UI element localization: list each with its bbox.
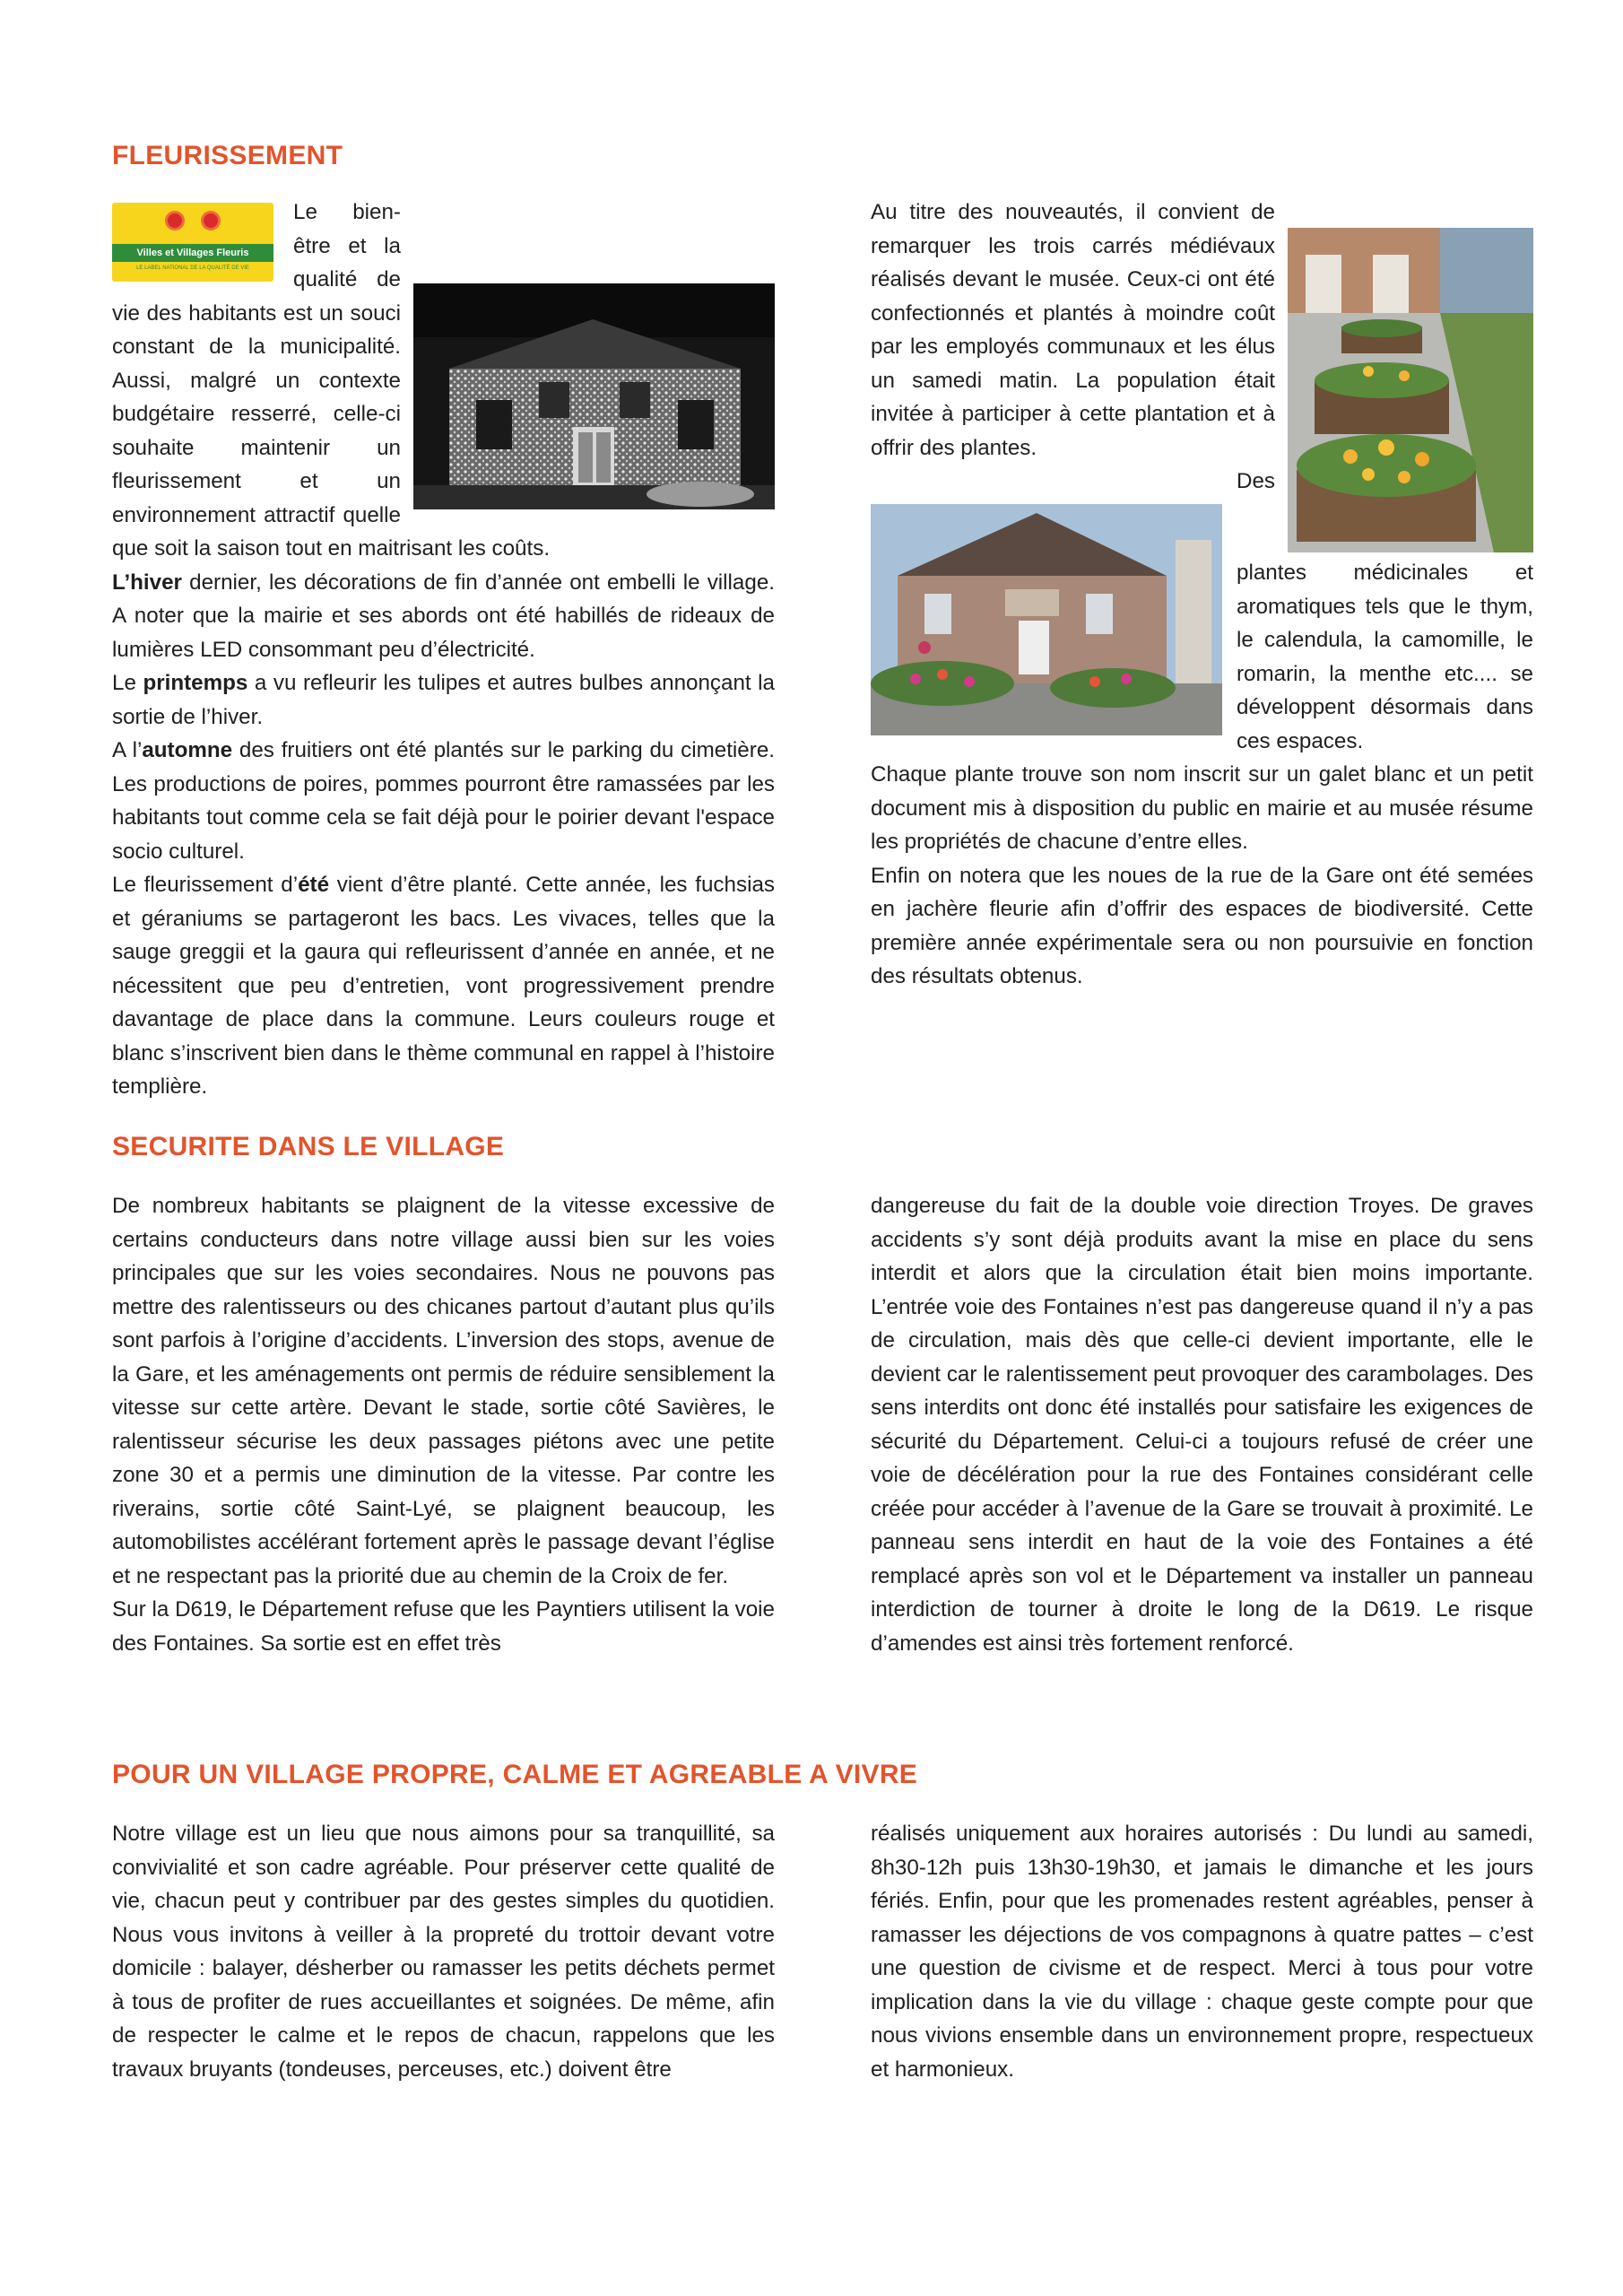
flower-icon: [204, 213, 218, 228]
paragraph: De nombreux habitants se plaignent de la vitesse excessive de certains conducteurs dans notre village aussi bien sur les voies principales que sur les voies secondaires. Nous ne pouvons pas mettre des ralentisseurs ou des chicanes partout d’autant plus qu’ils sont parfois à l’origine d’accidents. L’inversion des stops, avenue de la Gare, et les aménagements ont permis de réduire sensiblement la vitesse sur cette artère. Devant le stade, sortie côté Savières, le ralentisseur sécurise les deux passages piétons avec une petite zone 30 et a permis une diminution de la vitesse. Par contre les riverains, sortie côté Saint-Lyé, se plaignent beaucoup, les automobilistes accélérant fortement après le passage devant l’église et ne respectant pas la priorité due au chemin de la Croix de fer.: [112, 1194, 775, 1588]
mairie-day-photo: [871, 504, 1222, 735]
garden-beds-image: [1288, 228, 1533, 552]
securite-left-column: [112, 1189, 775, 1660]
paragraph: Le fleurissement d’été vient d’être planté. Cette année, les fuchsias et géraniums se partageront les bacs. Les vivaces, telles que la sauge greggii et la gaura qui refleurissent d’année en année, et ne nécessitent que peu d’entretien, vont progressivement prendre davantage de place dans la commune. Leurs couleurs rouge et blanc s’inscrivent bien dans le thème communal en rappel à l’histoire templière.: [112, 873, 775, 1099]
fleurissement-left-column: [112, 196, 775, 1104]
villes-villages-fleuris-logo: [112, 203, 273, 282]
securite-right-column: [871, 1189, 1533, 1660]
section-title-village-propre: POUR UN VILLAGE PROPRE, CALME ET AGREABLE A VIVRE: [112, 1760, 918, 1789]
logo-label: Villes et Villages Fleuris: [112, 244, 273, 262]
season-label: été: [298, 873, 330, 897]
medieval-garden-photo: [1288, 228, 1533, 552]
paragraph: Au titre des nouveautés, il convient de remarquer les trois carrés médiévaux réalisés devant le musée. Ceux-ci ont été confectionnés et plantés à moindre coût par les employés communaux et les élus un samedi matin. La population était invitée à participer à cette plantation et à offrir des plantes.: [871, 196, 1533, 465]
season-label: printemps: [143, 671, 248, 695]
paragraph: Notre village est un lieu que nous aimons pour sa tranquillité, sa convivialité et son cadre agréable. Pour préserver cette qualité de vie, chacun peut y contribuer par des gestes simples du quotidien. Nous vous invitons à veiller à la propreté du trottoir devant votre domicile : balayer, désherber ou ramasser les petits déchets permet à tous de profiter de rues accueillantes et soignées. De même, afin de respecter le calme et le repos de chacun, rappelons que les travaux bruyants (tondeuses, perceuses, etc.) doivent être: [112, 1822, 775, 2082]
section-title-securite: SECURITE DANS LE VILLAGE: [112, 1132, 505, 1161]
paragraph: dangereuse du fait de la double voie direction Troyes. De graves accidents s’y sont déjà produits avant la mise en place du sens interdit et alors que la circulation était bien moins importante. L’entrée voie des Fontaines n’est pas dangereuse quand il n’y a pas de circulation, mais dès que celle-ci devient importante, elle le devient car le ralentissement peut provoquer des carambolages. Des sens interdits ont donc été installés pour satisfaire les exigences de sécurité du Département. Celui-ci a toujours refusé de créer une voie de décélération pour la rue des Fontaines considérant celle créée pour accéder à l’avenue de la Gare se trouvait à proximité. Le panneau sens interdit en haut de la voie des Fontaines a été remplacé après son vol et le Département va installer un panneau interdiction de tourner à droite le long de la D619. Le risque d’amendes est ainsi très fortement renforcé.: [871, 1194, 1533, 1656]
paragraph: réalisés uniquement aux horaires autorisés : Du lundi au samedi, 8h30-12h puis 13h30-19h30, et jamais le dimanche et les jours fériés. Enfin, pour que les promenades restent agréables, penser à ramasser les déjections de vos compagnons à quatre pattes – c’est une question de civisme et de respect. Merci à tous pour votre implication dans la vie du village : chaque geste compte pour que nous vivions ensemble dans un environnement propre, respectueux et harmonieux.: [871, 1822, 1533, 2082]
propre-left-column: [112, 1817, 775, 2086]
mairie-night-image: [413, 283, 775, 509]
mairie-night-photo: [413, 283, 775, 509]
mairie-flowers-image: [871, 504, 1222, 735]
paragraph: Enfin on notera que les noues de la rue de la Gare ont été semées en jachère fleurie afin d’offrir des espaces de biodiversité. Cette première année expérimentale sera ou non poursuivie en fonction des résultats obtenus.: [871, 863, 1533, 988]
paragraph: Le bien-être et la qualité de vie des habitants est un souci constant de la municipalité. Aussi, malgré un contexte budgétaire resserré, celle-ci souhaite maintenir un fleurissement et un environnement attractif quelle que soit la saison tout en maitrisant les coûts.: [112, 196, 775, 566]
propre-right-column: [871, 1817, 1533, 2086]
logo-sublabel: LE LABEL NATIONAL DE LA QUALITÉ DE VIE: [136, 265, 249, 271]
paragraph: Sur la D619, le Département refuse que les Payntiers utilisent la voie des Fontaines. Sa sortie est en effet très: [112, 1597, 775, 1656]
paragraph: Des plantes médicinales et aromatiques tels que le thym, le calendula, la camomille, le romarin, la menthe etc.... se développent désormais dans ces espaces.: [871, 465, 1533, 758]
paragraph: Le printemps a vu refleurir les tulipes et autres bulbes annonçant la sortie de l’hiver.: [112, 671, 775, 729]
season-label: L’hiver: [112, 570, 182, 595]
paragraph: A l’automne des fruitiers ont été plantés sur le parking du cimetière. Les productions de poires, pommes pourront être ramassées par les habitants tout comme cela se fait déjà pour le poirier devant l'espace socio culturel.: [112, 738, 775, 864]
paragraph: Chaque plante trouve son nom inscrit sur un galet blanc et un petit document mis à disposition du public en mairie et au musée résume les propriétés de chacune d’entre elles.: [871, 762, 1533, 854]
season-label: automne: [142, 738, 233, 762]
section-title-fleurissement: FLEURISSEMENT: [112, 141, 343, 170]
paragraph: L’hiver dernier, les décorations de fin d’année ont embelli le village. A noter que la mairie et ses abords ont été habillés de rideaux de lumières LED consommant peu d’électricité.: [112, 570, 775, 662]
fleurissement-right-column: [871, 196, 1533, 994]
flower-icon: [168, 213, 182, 228]
